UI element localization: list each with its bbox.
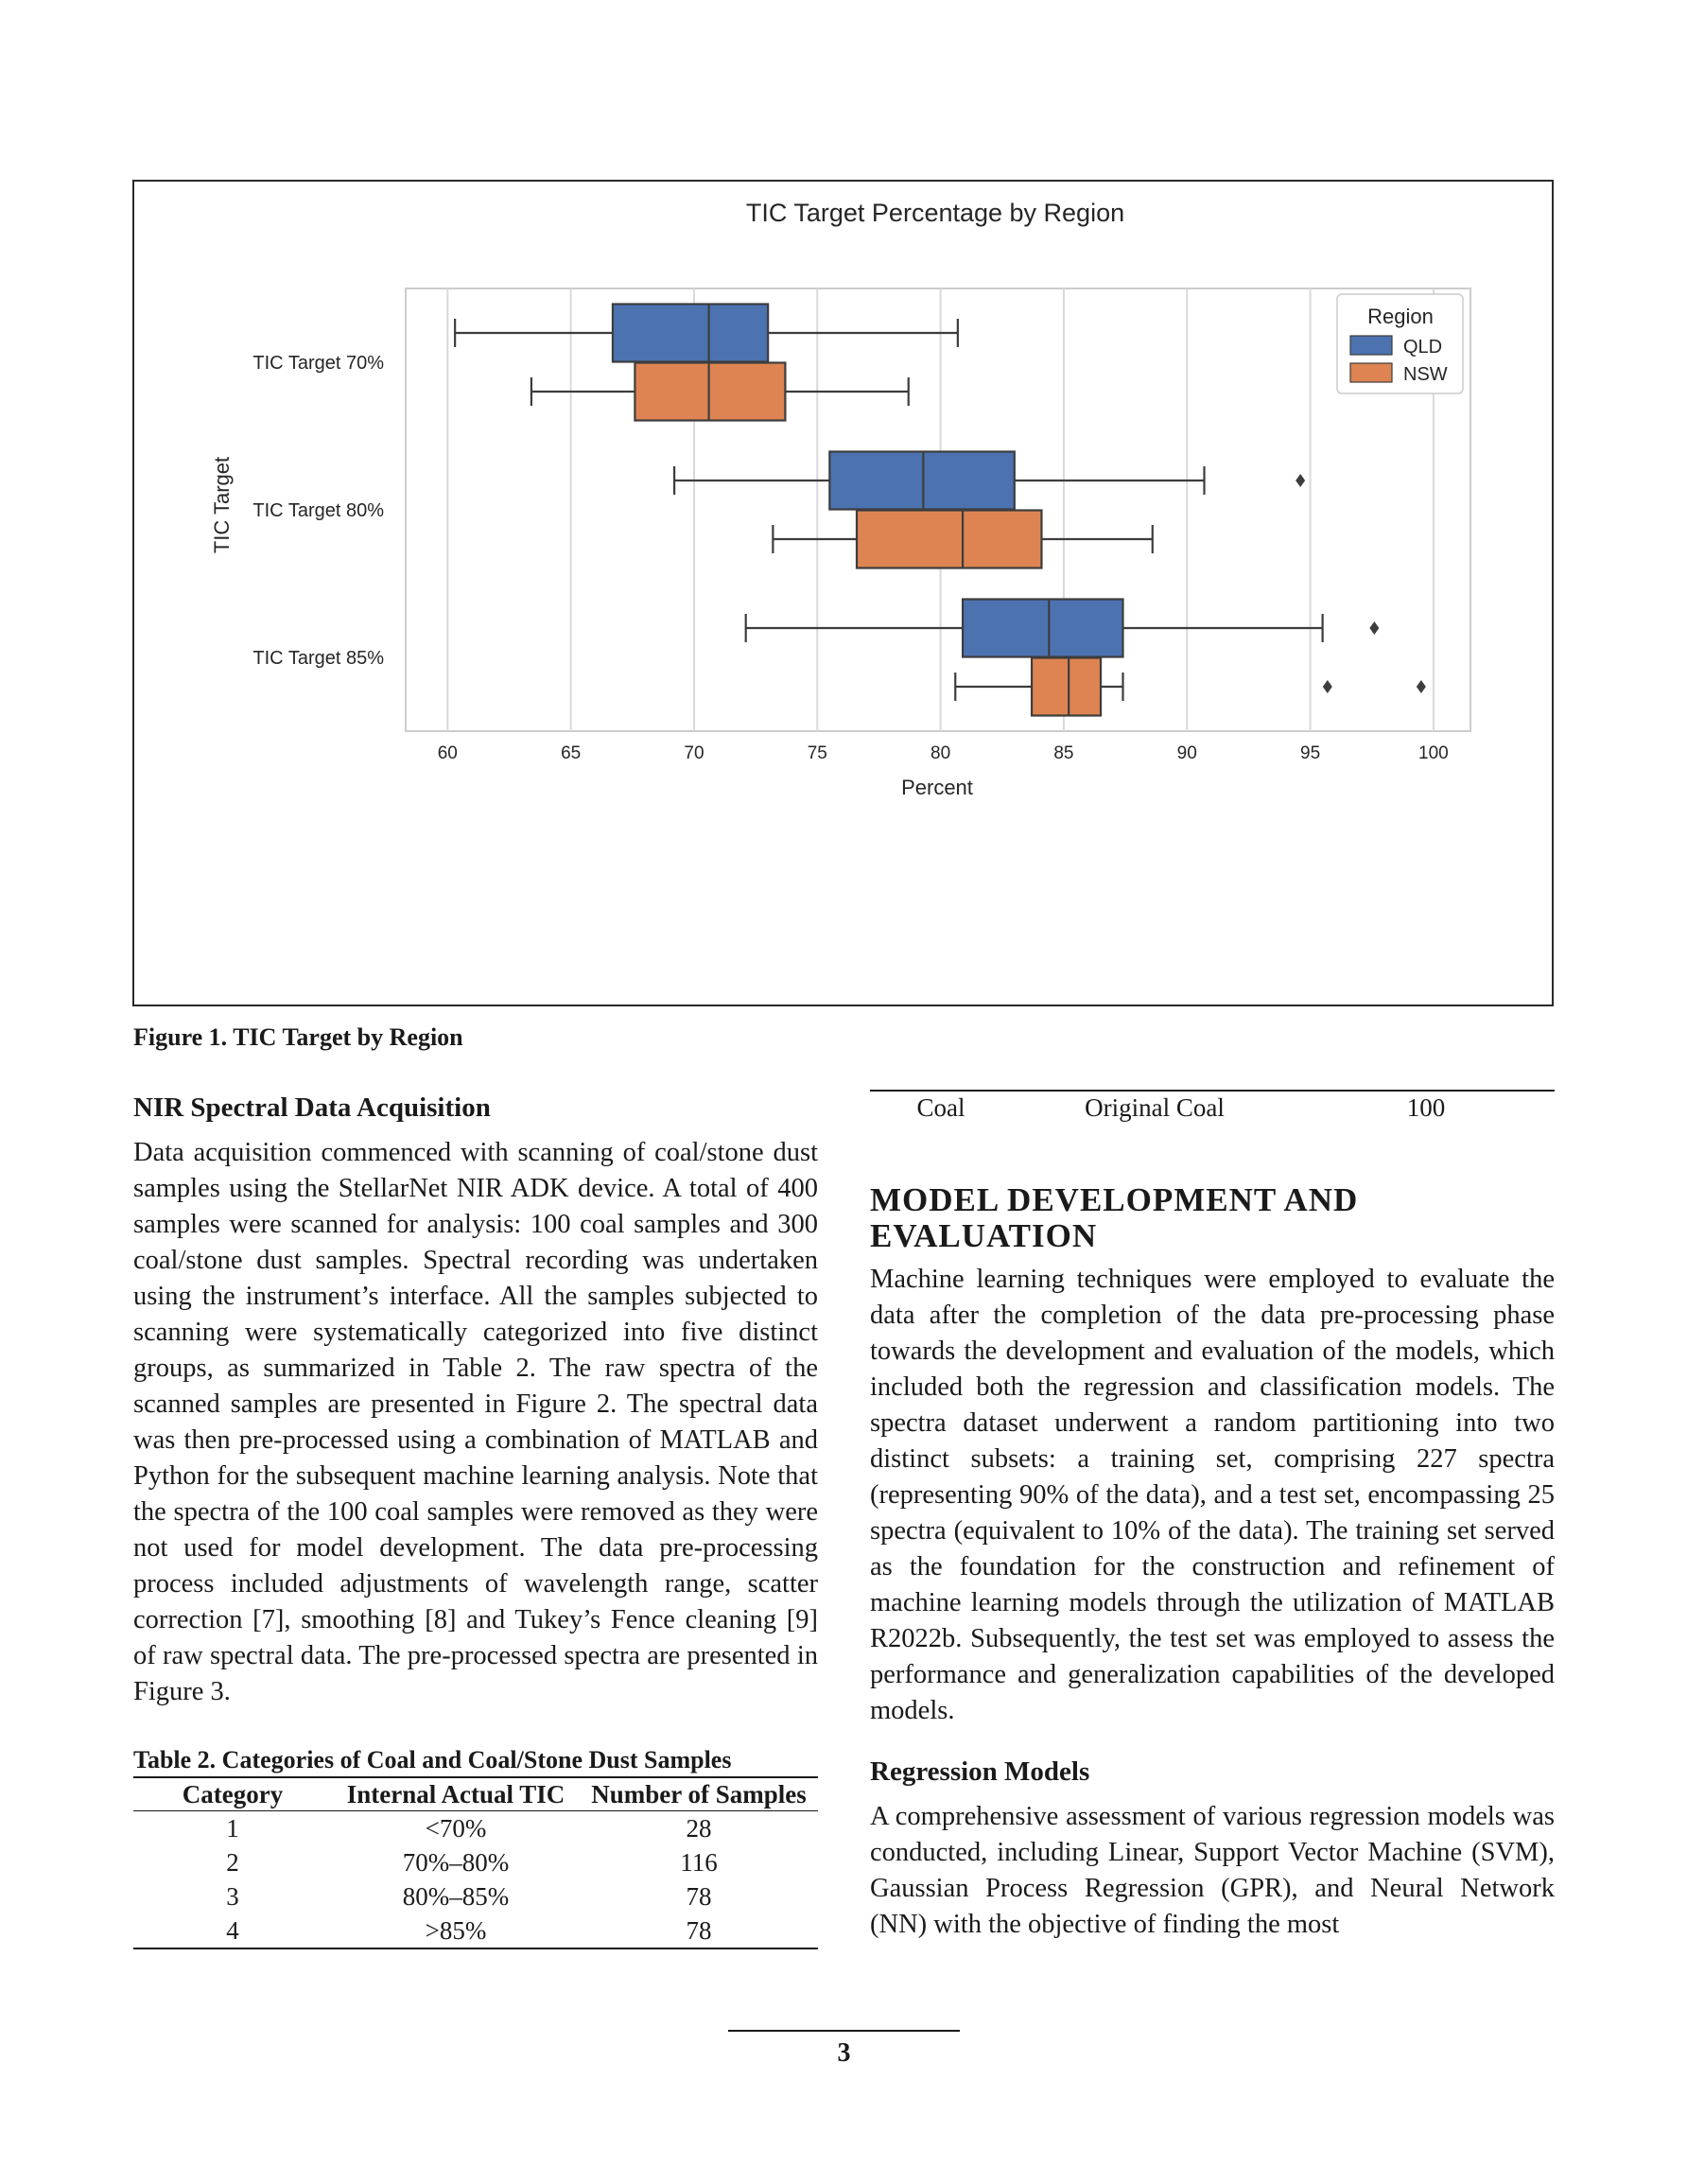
table-row: [133, 1913, 818, 1948]
table-cell: 4: [133, 1913, 332, 1948]
x-tick-label: 75: [807, 743, 827, 763]
box-iqr: [857, 511, 1041, 568]
table-cell: 70%–80%: [402, 1848, 510, 1877]
table-continuation: [870, 1090, 1555, 1124]
x-tick-label: 95: [1300, 743, 1321, 763]
table-cell: Coal: [916, 1093, 965, 1122]
table-cell: >85%: [332, 1913, 580, 1948]
categories-table: [133, 1776, 818, 1949]
left-column: [133, 1090, 818, 1949]
x-tick-label: 80: [930, 743, 951, 763]
legend-swatch-qld: [1350, 336, 1392, 355]
right-column: [870, 1090, 1555, 1943]
table-cell: 28: [686, 1814, 712, 1843]
y-axis-label: TIC Target: [210, 456, 234, 554]
section-heading-regression: Regression Models: [870, 1756, 1090, 1787]
chart-title: TIC Target Percentage by Region: [745, 199, 1125, 227]
table-cell: 3: [226, 1882, 239, 1911]
section-title-model-development: [870, 1182, 1555, 1254]
table-row: [133, 1811, 818, 1846]
table-cell: 80%–85%: [402, 1882, 510, 1911]
y-category-label: TIC Target 70%: [252, 353, 384, 374]
x-tick-label: 65: [561, 743, 582, 763]
table-header-row: [133, 1777, 818, 1811]
x-tick-label: 100: [1418, 743, 1449, 763]
box-iqr: [613, 305, 768, 362]
box-iqr: [1032, 658, 1101, 716]
regression-paragraph: A comprehensive assessment of various regression models was conducted, including Linear, Support Vector Machine (SVM), Gaussian Process Regression (GPR), and Neural Network (NN) with the objective of finding the most: [870, 1802, 1555, 1939]
legend-label-nsw: NSW: [1403, 364, 1448, 385]
figure-caption: Figure 1. TIC Target by Region: [133, 1023, 463, 1051]
legend: [1337, 294, 1463, 393]
x-tick-label: 85: [1053, 743, 1074, 763]
table-cell: Original Coal: [1085, 1093, 1225, 1122]
figure-1: [132, 180, 1554, 1006]
table-row: [133, 1845, 818, 1879]
x-tick-label: 60: [437, 743, 458, 763]
page-number-rule: [728, 2030, 960, 2032]
table-header: Category: [133, 1777, 332, 1811]
model-paragraph: Machine learning techniques were employed to evaluate the data after the completion of the data pre-processing phase towards the development and evaluation of the models, which included both the regression and classification models. The spectra dataset underwent a random partitioning into two distinct subsets: a training set, comprising 227 spectra (representing 90% of the data), and a test set, encompassing 25 spectra (equivalent to 10% of the data). The training set served as the foundation for the construction and refinement of machine learning models through the utilization of MATLAB R2022b. Subsequently, the test set was employed to assess the performance and generalization capabilities of the developed models.: [870, 1265, 1555, 1725]
table-cell: 116: [680, 1848, 718, 1877]
legend-swatch-nsw: [1350, 363, 1392, 382]
legend-title: Region: [1367, 305, 1434, 328]
section-title-line: MODEL DEVELOPMENT AND: [870, 1181, 1359, 1218]
table-header: Internal Actual TIC: [332, 1777, 580, 1811]
x-axis-label: Percent: [901, 776, 973, 799]
x-tick-label: 70: [684, 743, 704, 763]
table-cell: 78: [686, 1882, 712, 1911]
x-tick-labels: [438, 743, 1449, 763]
box-iqr: [963, 600, 1122, 657]
nir-paragraph: Data acquisition commenced with scanning of coal/stone dust samples using the StellarNet NIR ADK device. A total of 400 samples were scanned for analysis: 100 coal samples and 300 coal/stone dust samples. Spectral recording was undertaken using the instrument’s interface. All the samples subjected to scanning were systematically categorized into five distinct groups, as summarized in Table 2. The raw spectra of the scanned samples are presented in Figure 2. The spectral data was then pre-processed using a combination of MATLAB and Python for the subsequent machine learning analysis. Note that the spectra of the 100 coal samples were removed as they were not used for model development. The data pre-processing process included adjustments of wavelength range, scatter correction [7], smoothing [8] and Tukey’s Fence cleaning [9] of raw spectral data. The pre-processed spectra are presented in Figure 3.: [133, 1138, 818, 1706]
box-iqr: [635, 363, 785, 421]
boxplot-chart: [134, 182, 1552, 1005]
table-cell: 100: [1406, 1093, 1446, 1122]
section-heading-nir: NIR Spectral Data Acquisition: [133, 1092, 491, 1123]
table-cell: <70%: [425, 1814, 487, 1843]
table-row: [133, 1879, 818, 1913]
table-cell: 1: [226, 1814, 239, 1843]
legend-label-qld: QLD: [1403, 337, 1443, 358]
table-caption: Table 2. Categories of Coal and Coal/Stone Dust Samples: [133, 1746, 732, 1773]
box-iqr: [829, 452, 1014, 510]
y-category-labels: [252, 353, 384, 669]
page-number: 3: [837, 2038, 851, 2068]
table-cell: 2: [226, 1848, 239, 1877]
y-category-label: TIC Target 80%: [252, 500, 384, 521]
table-row: [870, 1091, 1555, 1124]
x-tick-label: 90: [1176, 743, 1197, 763]
y-category-label: TIC Target 85%: [252, 648, 384, 669]
table-cell: 78: [580, 1913, 818, 1948]
table-header: Number of Samples: [580, 1777, 818, 1811]
section-title-line: EVALUATION: [870, 1217, 1098, 1254]
